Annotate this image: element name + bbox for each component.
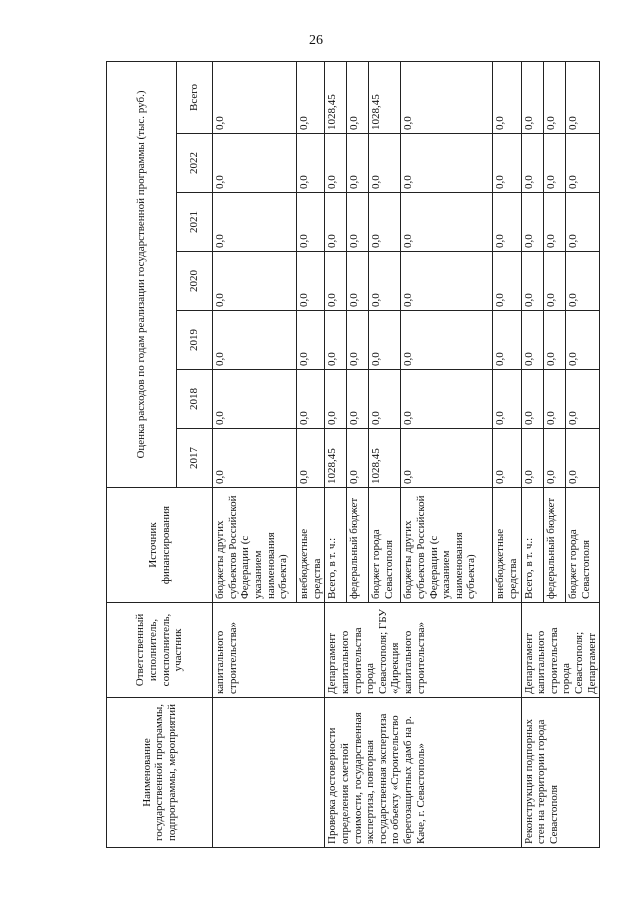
total-value-cell: 0,0 (347, 62, 369, 134)
executor-cell: Департамент капитального строительства города Севастополя; ГБУ «Дирекция капитального строительства» (325, 603, 521, 698)
year-value-cell: 0,0 (325, 370, 347, 429)
total-value-cell: 0,0 (297, 62, 325, 134)
year-value-cell: 0,0 (493, 311, 521, 370)
year-value-cell: 0,0 (369, 252, 401, 311)
funding-source-cell: Всего, в т. ч.: (521, 488, 543, 603)
year-value-cell: 0,0 (325, 311, 347, 370)
header-year: 2022 (177, 134, 213, 193)
year-value-cell: 0,0 (543, 134, 565, 193)
year-value-cell: 0,0 (297, 429, 325, 488)
header-name: Наименование государственной программы, подпрограммы, мероприятий (107, 698, 213, 848)
year-value-cell: 0,0 (521, 193, 543, 252)
year-value-cell: 0,0 (369, 311, 401, 370)
year-value-cell: 0,0 (493, 134, 521, 193)
year-value-cell: 0,0 (521, 252, 543, 311)
year-value-cell: 0,0 (347, 252, 369, 311)
year-value-cell: 0,0 (325, 134, 347, 193)
year-value-cell: 0,0 (401, 134, 493, 193)
year-value-cell: 0,0 (493, 193, 521, 252)
year-value-cell: 0,0 (213, 311, 297, 370)
funding-source-cell: бюджеты других субъектов Российской Федерации (с указанием наименования субъекта) (401, 488, 493, 603)
year-value-cell: 0,0 (297, 370, 325, 429)
year-value-cell: 0,0 (493, 370, 521, 429)
header-year: 2020 (177, 252, 213, 311)
year-value-cell: 0,0 (543, 252, 565, 311)
funding-source-cell: Всего, в т. ч.: (325, 488, 347, 603)
year-value-cell: 0,0 (213, 252, 297, 311)
total-value-cell: 0,0 (493, 62, 521, 134)
year-value-cell: 0,0 (543, 429, 565, 488)
year-value-cell: 0,0 (521, 134, 543, 193)
executor-cell: Департамент капитального строительства города Севастополя; Департамент (521, 603, 600, 698)
header-year: 2019 (177, 311, 213, 370)
year-value-cell: 0,0 (401, 311, 493, 370)
year-value-cell: 0,0 (347, 193, 369, 252)
table-row (325, 62, 347, 848)
year-value-cell: 0,0 (347, 311, 369, 370)
year-value-cell: 0,0 (325, 252, 347, 311)
year-value-cell: 0,0 (347, 429, 369, 488)
year-value-cell: 0,0 (566, 311, 600, 370)
year-value-cell: 0,0 (566, 193, 600, 252)
year-value-cell: 0,0 (493, 429, 521, 488)
executor-cell: капитального строительства» (213, 603, 325, 698)
header-total: Всего (177, 62, 213, 134)
year-value-cell: 0,0 (213, 370, 297, 429)
measure-name-cell (213, 698, 325, 848)
funding-source-cell: бюджет города Севастополя (369, 488, 401, 603)
year-value-cell: 0,0 (347, 134, 369, 193)
total-value-cell: 0,0 (213, 62, 297, 134)
header-source: Источник финансирования (107, 488, 213, 603)
year-value-cell: 0,0 (369, 370, 401, 429)
year-value-cell: 0,0 (369, 134, 401, 193)
year-value-cell: 0,0 (213, 134, 297, 193)
rotated-table-container (106, 62, 598, 848)
year-value-cell: 0,0 (521, 370, 543, 429)
funding-source-cell: федеральный бюджет (347, 488, 369, 603)
funding-source-cell: федеральный бюджет (543, 488, 565, 603)
measure-name-cell: Реконструкция подпорных стен на территории города Севастополя (521, 698, 600, 848)
year-value-cell: 0,0 (401, 370, 493, 429)
total-value-cell: 1028,45 (325, 62, 347, 134)
year-value-cell: 0,0 (347, 370, 369, 429)
year-value-cell: 0,0 (521, 429, 543, 488)
header-estimate: Оценка расходов по годам реализации государственной программы (тыс. руб.) (107, 62, 177, 488)
year-value-cell: 1028,45 (325, 429, 347, 488)
year-value-cell: 0,0 (325, 193, 347, 252)
year-value-cell: 0,0 (566, 134, 600, 193)
year-value-cell: 0,0 (566, 429, 600, 488)
total-value-cell: 0,0 (566, 62, 600, 134)
year-value-cell: 0,0 (566, 252, 600, 311)
measure-name-cell: Проверка достоверности определения сметной стоимости, государственная экспертиза, повторная государственная экспертиза по объекту «Строительство берегозащитных дамб на р. Каче, г. Севастополь» (325, 698, 521, 848)
total-value-cell: 0,0 (401, 62, 493, 134)
year-value-cell: 0,0 (401, 252, 493, 311)
funding-source-cell: бюджеты других субъектов Российской Федерации (с указанием наименования субъекта) (213, 488, 297, 603)
header-year: 2021 (177, 193, 213, 252)
header-year: 2018 (177, 370, 213, 429)
year-value-cell: 0,0 (297, 252, 325, 311)
year-value-cell: 0,0 (213, 429, 297, 488)
total-value-cell: 0,0 (521, 62, 543, 134)
table-row (213, 62, 297, 848)
total-value-cell: 0,0 (543, 62, 565, 134)
year-value-cell: 0,0 (401, 429, 493, 488)
table-body (213, 62, 600, 848)
year-value-cell: 1028,45 (369, 429, 401, 488)
year-value-cell: 0,0 (543, 193, 565, 252)
year-value-cell: 0,0 (369, 193, 401, 252)
header-year: 2017 (177, 429, 213, 488)
year-value-cell: 0,0 (566, 370, 600, 429)
year-value-cell: 0,0 (521, 311, 543, 370)
year-value-cell: 0,0 (297, 311, 325, 370)
table-row (521, 62, 543, 848)
funding-source-cell: внебюджетные средства (297, 488, 325, 603)
page-number: 26 (309, 33, 323, 48)
rotated-table-region (106, 62, 598, 848)
year-value-cell: 0,0 (213, 193, 297, 252)
funding-source-cell: бюджет города Севастополя (566, 488, 600, 603)
year-value-cell: 0,0 (401, 193, 493, 252)
year-value-cell: 0,0 (297, 134, 325, 193)
budget-table (106, 61, 600, 848)
funding-source-cell: внебюджетные средства (493, 488, 521, 603)
year-value-cell: 0,0 (493, 252, 521, 311)
year-value-cell: 0,0 (543, 311, 565, 370)
header-executor: Ответственный исполнитель, соисполнитель, участник (107, 603, 213, 698)
year-value-cell: 0,0 (543, 370, 565, 429)
total-value-cell: 1028,45 (369, 62, 401, 134)
year-value-cell: 0,0 (297, 193, 325, 252)
